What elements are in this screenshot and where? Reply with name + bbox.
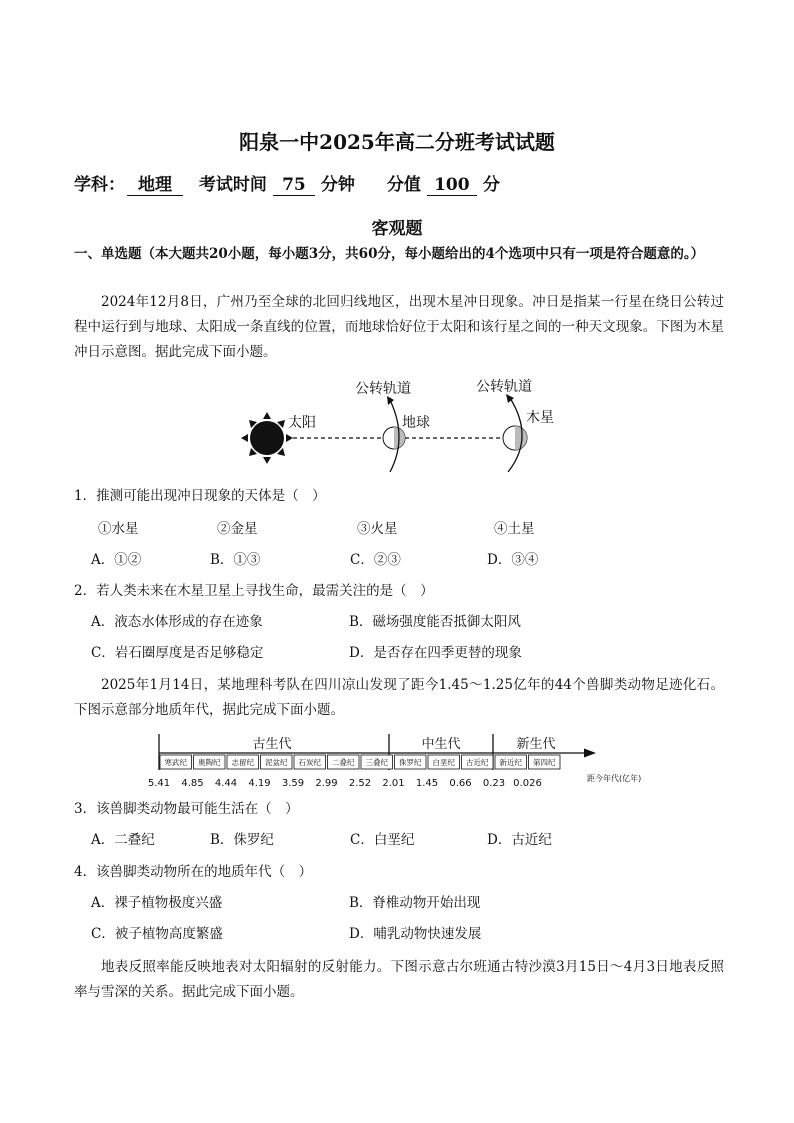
period-label: 志留纪 <box>231 758 254 767</box>
question-1-item: ②金星 <box>217 521 258 537</box>
exam-title: 阳泉一中2025年高二分班考试试题 <box>239 130 555 154</box>
age-label: 5.41 <box>148 778 171 789</box>
score-value: 100 <box>427 175 477 196</box>
question-4-option-a[interactable]: A．裸子植物极度兴盛 <box>91 895 223 911</box>
age-label: 1.45 <box>415 778 439 789</box>
question-3-option-a[interactable]: A．二叠纪 <box>91 832 155 848</box>
earth-label: 地球 <box>402 415 430 431</box>
score-unit: 分 <box>482 175 500 195</box>
period-label: 三叠纪 <box>365 758 388 767</box>
score-label: 分值 <box>386 175 421 195</box>
question-1-option-c[interactable]: C．②③ <box>350 552 401 568</box>
question-1-item: ①水星 <box>98 521 139 537</box>
question-1-stem: 1．推测可能出现冲日现象的天体是（ ） <box>74 488 326 504</box>
time-value: 75 <box>273 175 315 196</box>
subject-label: 学科： <box>74 175 125 195</box>
question-4-option-d[interactable]: D．哺乳动物快速发展 <box>349 926 482 942</box>
earth-orbit-label: 公转轨道 <box>355 381 411 397</box>
question-3-option-d[interactable]: D．古近纪 <box>487 832 552 848</box>
time-label: 考试时间 <box>198 175 267 195</box>
age-label: 0.23 <box>482 778 506 789</box>
period-label: 奥陶纪 <box>198 758 221 767</box>
question-1-item: ③火星 <box>357 521 398 537</box>
time-unit: 分钟 <box>320 175 355 195</box>
jupiter-label: 木星 <box>526 410 554 426</box>
period-label: 寒武纪 <box>164 758 187 767</box>
question-1-option-d[interactable]: D．③④ <box>487 552 539 568</box>
exam-meta <box>74 170 500 196</box>
question-1-option-b[interactable]: B．①③ <box>210 552 261 568</box>
period-label: 白垩纪 <box>432 758 455 767</box>
question-4-option-b[interactable]: B．脊椎动物开始出现 <box>349 895 481 911</box>
subject-value: 地理 <box>127 170 183 196</box>
jupiter-icon <box>503 426 527 450</box>
passage-1: 2024年12月8日，广州乃至全球的北回归线地区，出现木星冲日现象。冲日是指某一行星在绕日公转过程中运行到与地球、太阳成一条直线的位置，而地球恰好位于太阳和该行星之间的一种天文现象。下图为木星冲日示意图。据此完成下面小题。 <box>74 294 724 360</box>
age-label: 2.99 <box>315 778 338 789</box>
question-2-stem: 2．若人类未来在木星卫星上寻找生命，最需关注的是（ ） <box>74 583 434 599</box>
period-cells <box>160 755 560 769</box>
section-heading: 一、单选题（本大题共20小题，每小题3分，共60分，每小题给出的4个选项中只有一项是符合题意的。） <box>74 246 705 262</box>
question-2-option-a[interactable]: A．液态水体形成的存在迹象 <box>91 614 263 630</box>
question-3-option-b[interactable]: B．侏罗纪 <box>210 832 274 848</box>
era-label-mesozoic: 中生代 <box>421 737 461 752</box>
period-label: 第四纪 <box>533 758 556 767</box>
age-label: 3.59 <box>281 778 305 789</box>
passage-2: 2025年1月14日，某地理科考队在四川凉山发现了距今1.45～1.25亿年的44个兽脚类动物足迹化石。下图示意部分地质年代，据此完成下面小题。 <box>74 677 724 718</box>
passage-3: 地表反照率能反映地表对太阳辐射的反射能力。下图示意古尔班通古特沙漠3月15日～4月3日地表反照率与雪深的关系。据此完成下面小题。 <box>74 959 724 1000</box>
period-label: 古近纪 <box>466 758 489 767</box>
question-3-stem: 3．该兽脚类动物最可能生活在（ ） <box>74 801 299 817</box>
question-4-stem: 4．该兽脚类动物所在的地质年代（ ） <box>74 864 313 880</box>
axis-label: 距今年代(亿年) <box>587 774 642 783</box>
period-label: 侏罗纪 <box>399 758 422 767</box>
period-label: 新近纪 <box>499 758 522 767</box>
question-1-item: ④土星 <box>494 521 535 537</box>
age-label: 4.19 <box>248 778 271 789</box>
jupiter-opposition-figure <box>230 372 570 472</box>
period-label: 泥盆纪 <box>265 758 288 767</box>
jupiter-orbit-label: 公转轨道 <box>476 379 532 395</box>
age-label: 0.026 <box>513 778 542 789</box>
question-1-option-a[interactable]: A．①② <box>91 552 142 568</box>
sun-label: 太阳 <box>288 415 316 431</box>
timeline-arrow-icon <box>584 749 596 758</box>
era-label-paleozoic: 古生代 <box>252 737 292 752</box>
age-labels <box>148 778 542 789</box>
earth-orbit-arrow-icon <box>387 396 394 405</box>
geologic-timeline-figure <box>148 730 658 792</box>
period-label: 石炭纪 <box>298 758 321 767</box>
age-label: 0.66 <box>449 778 472 789</box>
sun-icon <box>241 412 293 464</box>
age-label: 4.85 <box>181 778 204 789</box>
age-label: 2.52 <box>348 778 372 789</box>
question-4-option-c[interactable]: C．被子植物高度繁盛 <box>91 926 223 942</box>
era-label-cenozoic: 新生代 <box>516 737 556 752</box>
age-label: 4.44 <box>214 778 238 789</box>
question-2-option-c[interactable]: C．岩石圈厚度是否足够稳定 <box>91 645 264 661</box>
question-2-option-d[interactable]: D．是否存在四季更替的现象 <box>349 645 522 661</box>
age-label: 2.01 <box>382 778 405 789</box>
question-2-option-b[interactable]: B．磁场强度能否抵御太阳风 <box>349 614 521 630</box>
period-label: 二叠纪 <box>332 758 355 767</box>
question-3-option-c[interactable]: C．白垩纪 <box>350 832 415 848</box>
section-title: 客观题 <box>371 219 423 239</box>
